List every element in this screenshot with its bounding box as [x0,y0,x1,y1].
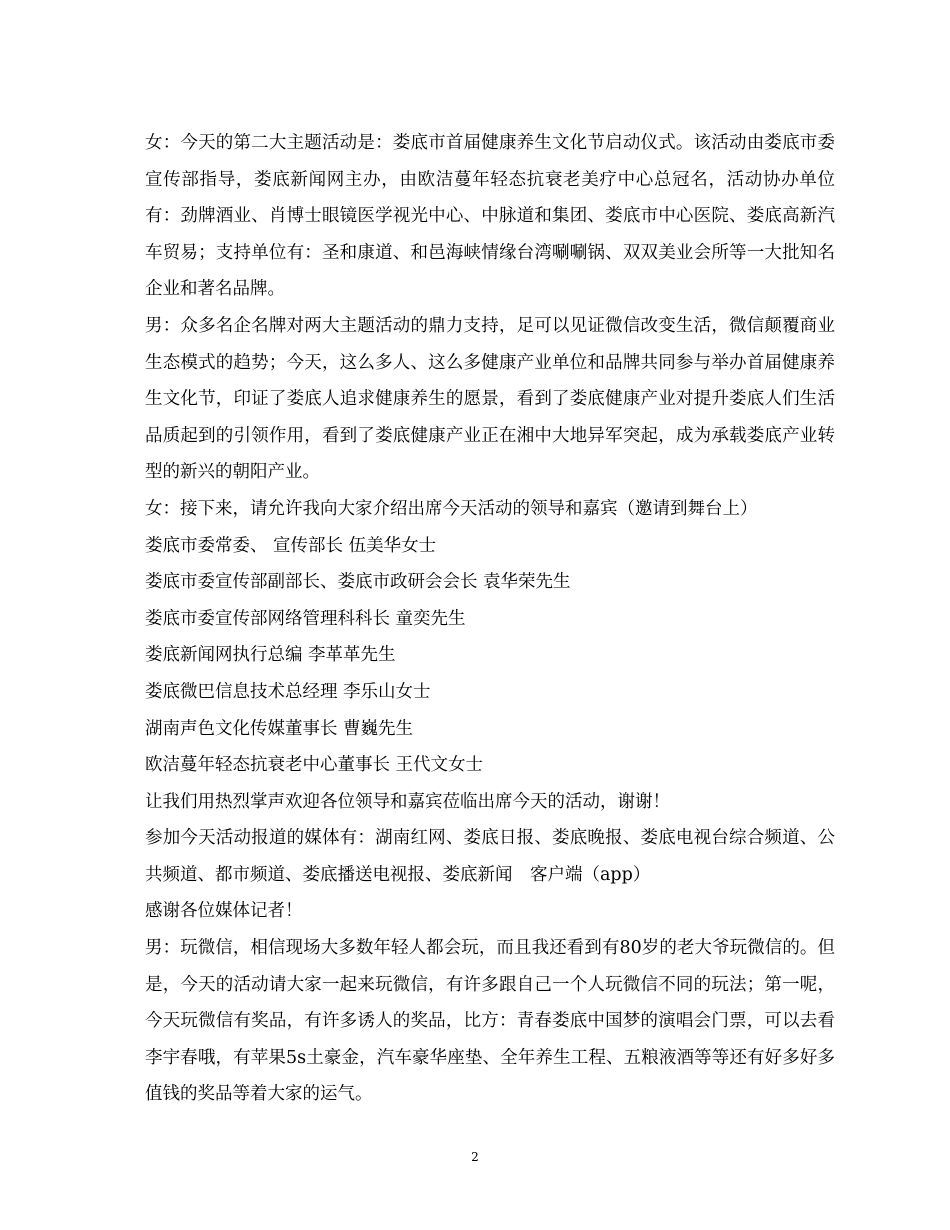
paragraph-media-list: 参加今天活动报道的媒体有：湖南红网、娄底日报、娄底晚报、娄底电视台综合频道、公共频道、都市频道、娄底播送电视报、娄底新闻 客户端（app） [145,828,835,885]
guest-line-7: 欧洁蔓年轻态抗衰老中心董事长 王代文女士 [145,755,484,776]
guest-line-1: 娄底市委常委、 宣传部长 伍美华女士 [145,535,437,556]
guest-line-2: 娄底市委宣传部副部长、娄底市政研会会长 袁华荣先生 [145,572,571,593]
guest-line-4: 娄底新闻网执行总编 李革革先生 [145,645,396,666]
page-number: 2 [471,1150,479,1164]
paragraph-thank-media: 感谢各位媒体记者！ [145,901,303,922]
paragraph-welcome-applause: 让我们用热烈掌声欢迎各位领导和嘉宾莅临出席今天的活动，谢谢！ [145,791,670,812]
guest-line-3: 娄底市委宣传部网络管理科科长 童奕先生 [145,608,466,629]
paragraph-introduce-guests: 女：接下来，请允许我向大家介绍出席今天活动的领导和嘉宾（邀请到舞台上） [145,498,758,519]
document-body [145,125,835,1113]
paragraph-theme-activity: 女：今天的第二大主题活动是：娄底市首届健康养生文化节启动仪式。该活动由娄底市委宣传部指导，娄底新闻网主办，由欧洁蔓年轻态抗衰老美疗中心总冠名，活动协办单位有：劲牌酒业、肖博士眼镜医学视光中心、中脉道和集团、娄底市中心医院、娄底高新汽车贸易；支持单位有：圣和康道、和邑海峡情缘台湾唰唰锅、双双美业会所等一大批知名企业和著名品牌。 [145,133,835,300]
paragraph-wechat-play: 男：玩微信，相信现场大多数年轻人都会玩，而且我还看到有80岁的老大爷玩微信的。但是，今天的活动请大家一起来玩微信，有许多跟自己一个人玩微信不同的玩法；第一呢，今天玩微信有奖品，有许多诱人的奖品，比方：青春娄底中国梦的演唱会门票，可以去看李宇春哦，有苹果5s土豪金，汽车豪华座垫、全年养生工程、五粮液酒等等还有好多好多值钱的奖品等着大家的运气。 [145,938,835,1105]
guest-line-6: 湖南声色文化传媒董事长 曹巍先生 [145,718,414,739]
guest-line-5: 娄底微巴信息技术总经理 李乐山女士 [145,681,431,702]
paragraph-sponsor-support: 男：众多名企名牌对两大主题活动的鼎力支持，足可以见证微信改变生活，微信颠覆商业生态模式的趋势；今天，这么多人、这么多健康产业单位和品牌共同参与举办首届健康养生文化节，印证了娄底人追求健康养生的愿景，看到了娄底健康产业对提升娄底人们生活品质起到的引领作用，看到了娄底健康产业正在湘中大地异军突起，成为承载娄底产业转型的新兴的朝阳产业。 [145,315,835,483]
